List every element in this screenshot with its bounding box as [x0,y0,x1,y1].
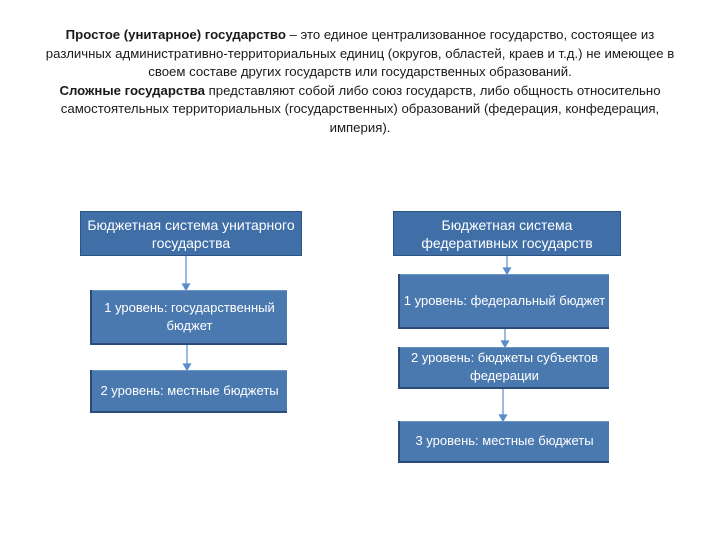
complex-term: Сложные государства [59,82,205,98]
federal-level2-label: 2 уровень: бюджеты субъектов федерации [410,350,598,383]
federal-level3-box [398,421,609,463]
unitary-level1-box [90,290,287,345]
unitary-level2-label: 2 уровень: местные бюджеты [100,382,279,398]
unitary-level1-label: 1 уровень: государственный бюджет [104,299,275,333]
unitary-level2-box [90,370,287,413]
unitary-header-label: Бюджетная система унитарного государства [87,216,295,251]
unitary-header-box [80,211,302,256]
federal-header-box [393,211,621,256]
federal-level1-box [398,274,609,329]
federal-header-label: Бюджетная система федеративных государств [421,216,593,251]
unitary-term: Простое (унитарное) государство [65,27,286,42]
federal-level2-box [398,347,609,389]
federal-level1-label: 1 уровень: федеральный бюджет [403,292,606,308]
complex-definition: представляют собой либо союз государств, либо общность относительно самостоятельных территориальных (государственных) образований (федерация, конфедерация, империя). [60,82,661,135]
unitary-definition: – это единое централизованное государство, состоящее из различных административно-территориальных единиц (округов, областей, краев и т.д.) не имеющее в своем составе других государств или государственных образований. [45,27,675,80]
federal-level3-label: 3 уровень: местные бюджеты [415,433,594,448]
